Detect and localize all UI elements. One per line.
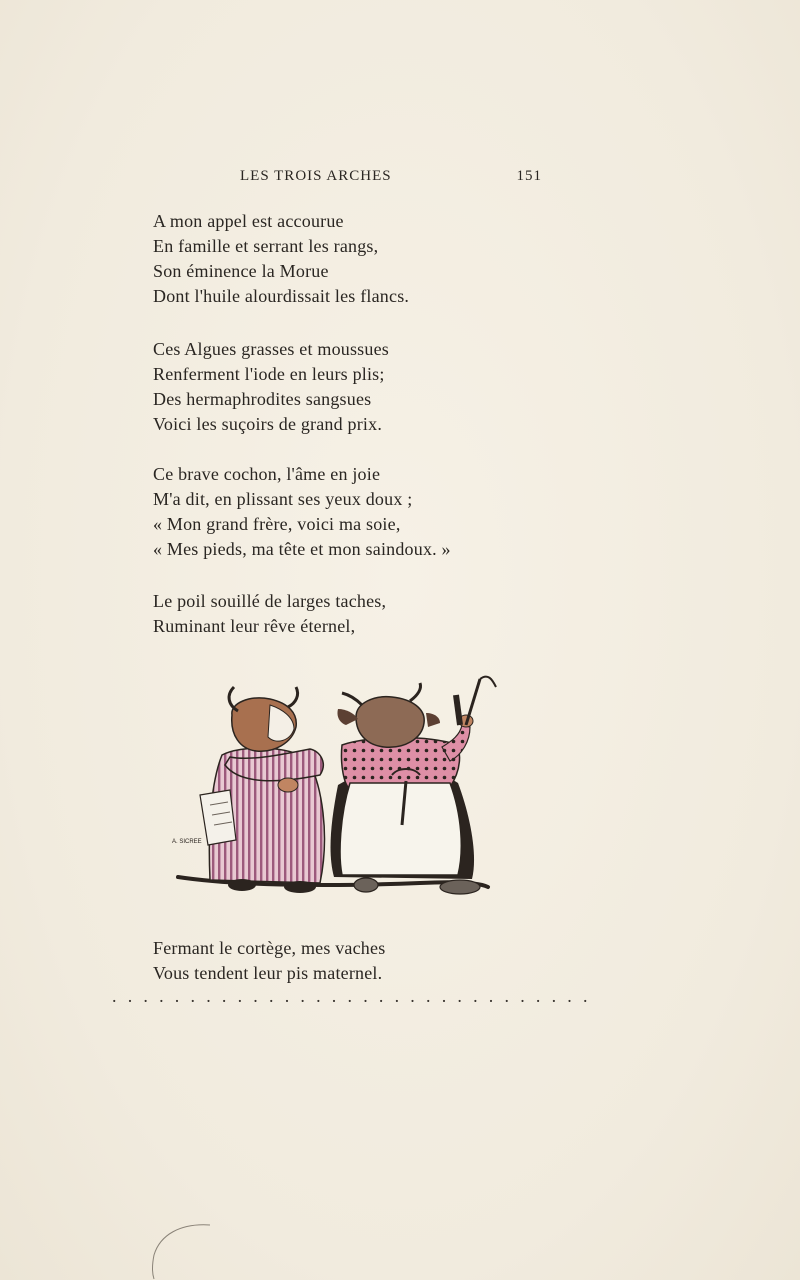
page-number: 151 <box>516 168 542 184</box>
stanza-1 <box>153 209 573 309</box>
verse-line: En famille et serrant les rangs, <box>153 236 379 256</box>
verse-line: Fermant le cortège, mes vaches <box>153 938 386 958</box>
two-cows-illustration <box>170 665 500 905</box>
stanza-4 <box>153 589 573 639</box>
verse-line: Des hermaphrodites sangsues <box>153 389 372 409</box>
verse-line: M'a dit, en plissant ses yeux doux ; <box>153 489 413 509</box>
stanza-2 <box>153 337 573 437</box>
stanza-5 <box>153 936 573 986</box>
verse-line: A mon appel est accourue <box>153 211 344 231</box>
verse-line: « Mes pieds, ma tête et mon saindoux. » <box>153 539 451 559</box>
verse-line: Le poil souillé de larges taches, <box>153 591 387 611</box>
verse-line: « Mon grand frère, voici ma soie, <box>153 514 401 534</box>
verse-line: Voici les suçoirs de grand prix. <box>153 414 383 434</box>
verse-line: Son éminence la Morue <box>153 261 329 281</box>
dotted-ellipsis: ............................... <box>112 986 599 1006</box>
running-title: LES TROIS ARCHES <box>240 168 392 184</box>
artist-signature: A. SICREE <box>172 839 202 845</box>
verse-line: Renferment l'iode en leurs plis; <box>153 364 385 384</box>
verse-line: Vous tendent leur pis maternel. <box>153 963 383 983</box>
page-header <box>150 168 542 188</box>
verse-line: Ruminant leur rêve éternel, <box>153 616 356 636</box>
verse-line: Ces Algues grasses et moussues <box>153 339 389 359</box>
verse-line: Dont l'huile alourdissait les flancs. <box>153 286 410 306</box>
pencil-mark <box>140 1215 230 1280</box>
verse-line: Ce brave cochon, l'âme en joie <box>153 464 381 484</box>
stanza-3 <box>153 462 573 562</box>
